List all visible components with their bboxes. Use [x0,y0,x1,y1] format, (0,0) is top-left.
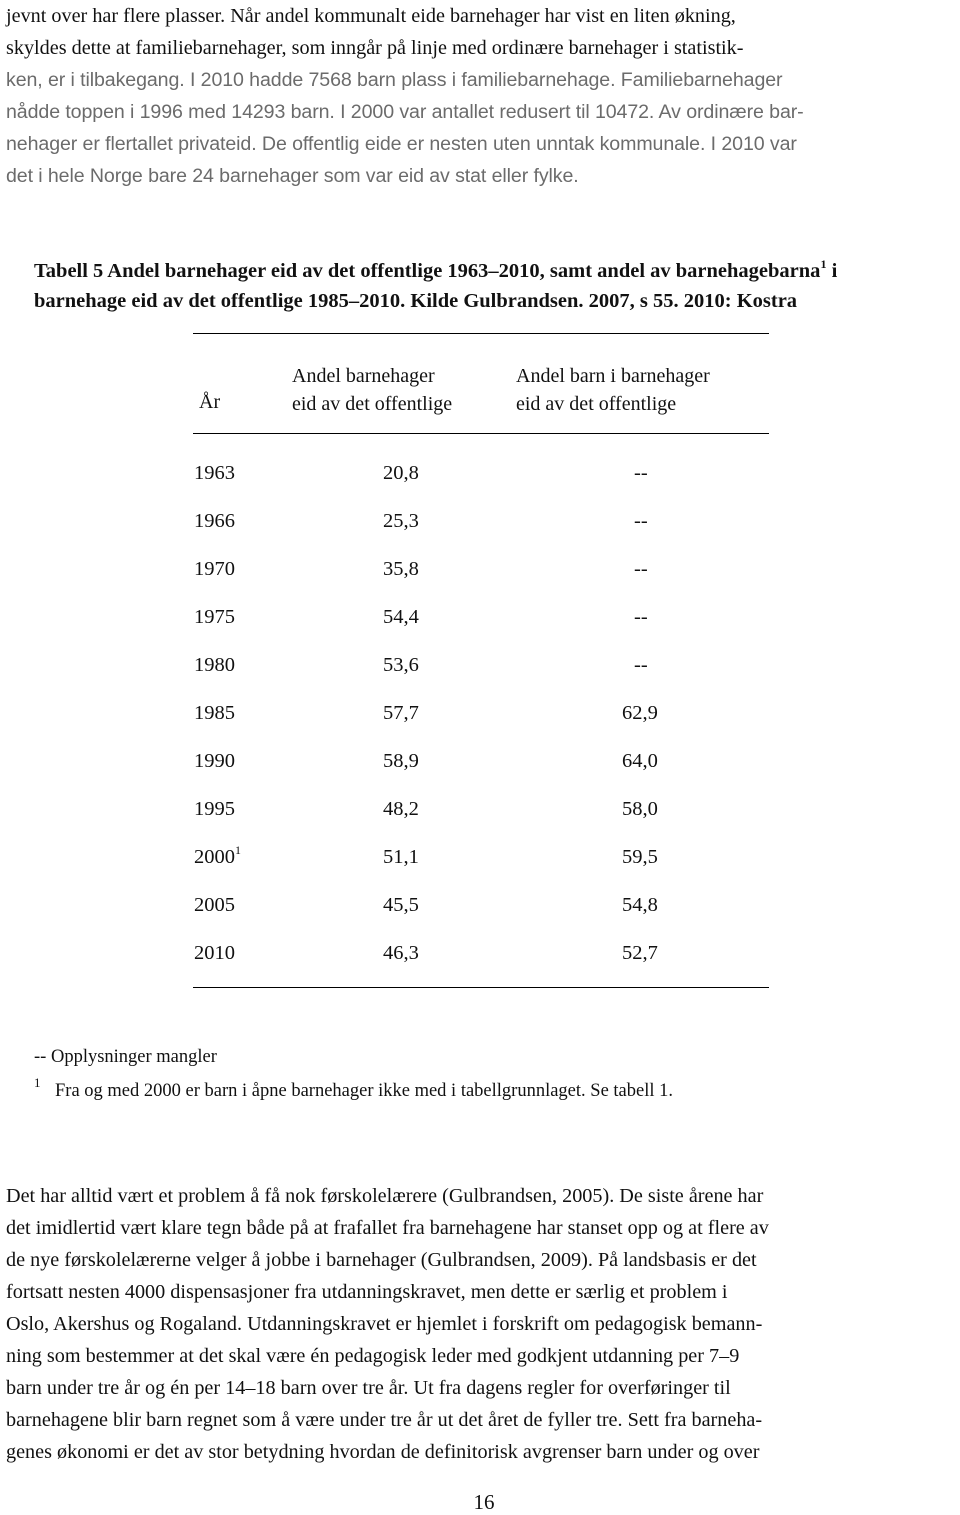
caption-line-1 [34,256,934,286]
intro-line: ken, er i tilbakegang. I 2010 hadde 7568 barn plass i familiebarnehage. Familiebarnehager [6,69,783,91]
body-line: Det har alltid vært et problem å få nok førskolelærere (Gulbrandsen, 2005). De siste årene har [6,1185,764,1207]
cell-year: 1966 [194,510,235,532]
cell-year: 1995 [194,798,235,820]
body-line: Oslo, Akershus og Rogaland. Utdanningskravet er hjemlet i forskrift om pedagogisk bemann- [6,1313,763,1335]
page-number: 16 [473,1490,495,1514]
cell-year: 1975 [194,606,235,628]
body-paragraph [6,1180,956,1468]
header-line: Andel barnehager [292,365,435,387]
intro-paragraph [6,0,956,192]
intro-line: nehager er flertallet privateid. De offentlig eide er nesten uten unntak kommunale. I 2010 var [6,133,797,155]
body-line: ning som bestemmer at det skal være én pedagogisk leder med godkjent utdanning per 7–9 [6,1345,740,1367]
cell-year: 1985 [194,702,235,724]
body-line: genes økonomi er det av stor betydning hvordan de definitorisk avgrenser barn under og over [6,1441,760,1463]
caption-footnote-marker: 1 [820,257,827,271]
header-year: År [199,391,221,413]
header-share-kindergartens [292,362,452,418]
cell-children: 52,7 [622,942,658,964]
body-line: barn under tre år og én per 14–18 barn over tre år. Ut fra dagens regler for overføringer til [6,1377,731,1399]
cell-year: 2010 [194,942,235,964]
table-header-rule [193,433,769,434]
footnote-marker: 1 [34,1075,41,1090]
intro-line: skyldes dette at familiebarnehager, som inngår på linje med ordinære barnehager i statistik- [6,37,744,59]
cell-kindergartens: 20,8 [383,462,419,484]
intro-line: nådde toppen i 1996 med 14293 barn. I 2000 var antallet redusert til 10472. Av ordinære bar- [6,101,804,123]
cell-kindergartens: 54,4 [383,606,419,628]
cell-children: -- [634,606,648,628]
year-footnote-marker: 1 [235,843,241,857]
intro-line: jevnt over har flere plasser. Når andel kommunalt eide barnehager har vist en liten økning, [6,5,736,27]
cell-kindergartens: 51,1 [383,846,419,868]
footnote-1: Fra og med 2000 er barn i åpne barnehager ikke med i tabellgrunnlaget. Se tabell 1. [55,1081,673,1101]
caption-text-end: i [826,260,838,282]
footnote-text: Opplysninger mangler [50,1047,217,1067]
cell-children: 59,5 [622,846,658,868]
header-share-children [516,362,710,418]
cell-kindergartens: 35,8 [383,558,419,580]
cell-children: -- [634,654,648,676]
cell-children: 58,0 [622,798,658,820]
cell-kindergartens: 45,5 [383,894,419,916]
cell-kindergartens: 48,2 [383,798,419,820]
cell-kindergartens: 53,6 [383,654,419,676]
table-caption [34,256,934,316]
cell-year: 1963 [194,462,235,484]
footnote-1-marker [34,1075,41,1100]
cell-year: 1980 [194,654,235,676]
cell-children: 54,8 [622,894,658,916]
caption-line-2: barnehage eid av det offentlige 1985–2010. Kilde Gulbrandsen. 2007, s 55. 2010: Kostra [34,290,798,312]
cell-kindergartens: 25,3 [383,510,419,532]
footnote-marker: -- [34,1047,47,1067]
cell-year: 2005 [194,894,235,916]
table-bottom-rule [193,987,769,988]
header-line: eid av det offentlige [292,393,453,415]
cell-year: 1970 [194,558,235,580]
cell-kindergartens: 58,9 [383,750,419,772]
cell-children: -- [634,558,648,580]
footnote-missing [34,1047,217,1068]
cell-year [194,843,241,869]
cell-kindergartens: 46,3 [383,942,419,964]
cell-year-text: 2000 [194,846,235,868]
cell-children: 62,9 [622,702,658,724]
body-line: det imidlertid vært klare tegn både på at frafallet fra barnehagene har stanset opp og at flere av [6,1217,769,1239]
header-line: eid av det offentlige [516,393,677,415]
body-line: de nye førskolelærerne velger å jobbe i barnehager (Gulbrandsen, 2009). På landsbasis er det [6,1249,757,1271]
cell-children: -- [634,462,648,484]
cell-children: 64,0 [622,750,658,772]
cell-kindergartens: 57,7 [383,702,419,724]
cell-year: 1990 [194,750,235,772]
caption-text: Tabell 5 Andel barnehager eid av det offentlige 1963–2010, samt andel av barnehagebarna [34,260,821,282]
intro-line: det i hele Norge bare 24 barnehager som var eid av stat eller fylke. [6,165,579,187]
cell-children: -- [634,510,648,532]
table-top-rule [193,333,769,334]
header-line: Andel barn i barnehager [516,365,710,387]
body-line: barnehagene blir barn regnet som å være under tre år ut det året de fyller tre. Sett fra barneha- [6,1409,763,1431]
body-line: fortsatt nesten 4000 dispensasjoner fra utdanningskravet, men dette er særlig et problem i [6,1281,728,1303]
